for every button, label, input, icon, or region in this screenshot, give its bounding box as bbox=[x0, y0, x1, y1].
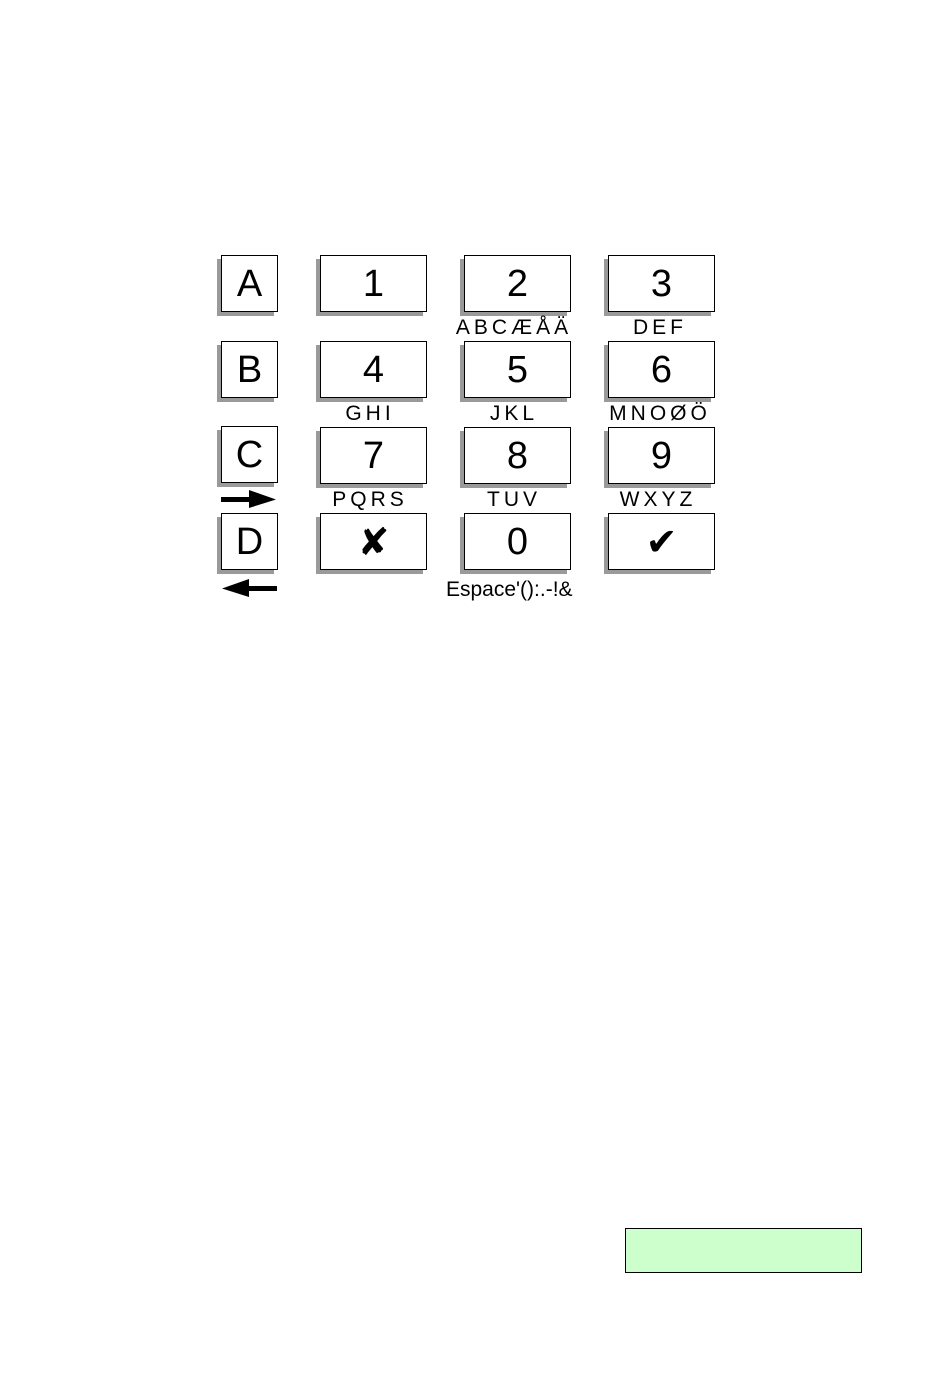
key-5-label: 5 bbox=[506, 348, 529, 391]
key-b[interactable] bbox=[221, 341, 278, 398]
key-d-label: D bbox=[235, 520, 264, 563]
key-6-letters: MNOØÖ bbox=[609, 402, 711, 425]
key-c-label: C bbox=[235, 433, 264, 476]
key-7-label: 7 bbox=[362, 434, 385, 477]
key-3[interactable] bbox=[608, 255, 715, 312]
key-6-label: 6 bbox=[650, 348, 673, 391]
key-5[interactable] bbox=[464, 341, 571, 398]
key-8-label: 8 bbox=[506, 434, 529, 477]
key-1-label: 1 bbox=[362, 262, 385, 305]
key-d[interactable] bbox=[221, 513, 278, 570]
key-7[interactable] bbox=[320, 427, 427, 484]
cancel-key[interactable] bbox=[320, 513, 427, 570]
key-2-label: 2 bbox=[506, 262, 529, 305]
key-3-label: 3 bbox=[650, 262, 673, 305]
key-2-letters: ABCÆÅÄ bbox=[455, 316, 573, 339]
key-0-characters: Espace'():.-!& bbox=[446, 578, 573, 601]
key-6[interactable] bbox=[608, 341, 715, 398]
arrow-right-icon bbox=[221, 489, 277, 509]
key-a[interactable] bbox=[221, 255, 278, 312]
key-1[interactable] bbox=[320, 255, 427, 312]
ok-key[interactable] bbox=[608, 513, 715, 570]
green-box bbox=[625, 1228, 862, 1273]
key-2[interactable] bbox=[464, 255, 571, 312]
check-icon: ✔ bbox=[645, 519, 678, 564]
key-5-letters: JKL bbox=[489, 402, 539, 425]
key-c[interactable] bbox=[221, 426, 278, 483]
key-9-label: 9 bbox=[650, 434, 673, 477]
key-a-label: A bbox=[236, 262, 263, 305]
key-0-label: 0 bbox=[506, 520, 529, 563]
key-3-letters: DEF bbox=[633, 316, 687, 339]
key-4-label: 4 bbox=[362, 348, 385, 391]
cross-icon: ✘ bbox=[357, 519, 390, 564]
key-4[interactable] bbox=[320, 341, 427, 398]
key-7-letters: PQRS bbox=[332, 488, 408, 511]
key-0[interactable] bbox=[464, 513, 571, 570]
key-4-letters: GHI bbox=[345, 402, 395, 425]
key-8[interactable] bbox=[464, 427, 571, 484]
key-8-letters: TUV bbox=[487, 488, 541, 511]
key-9[interactable] bbox=[608, 427, 715, 484]
arrow-left-icon bbox=[221, 578, 277, 598]
key-b-label: B bbox=[236, 348, 263, 391]
key-9-letters: WXYZ bbox=[619, 488, 697, 511]
